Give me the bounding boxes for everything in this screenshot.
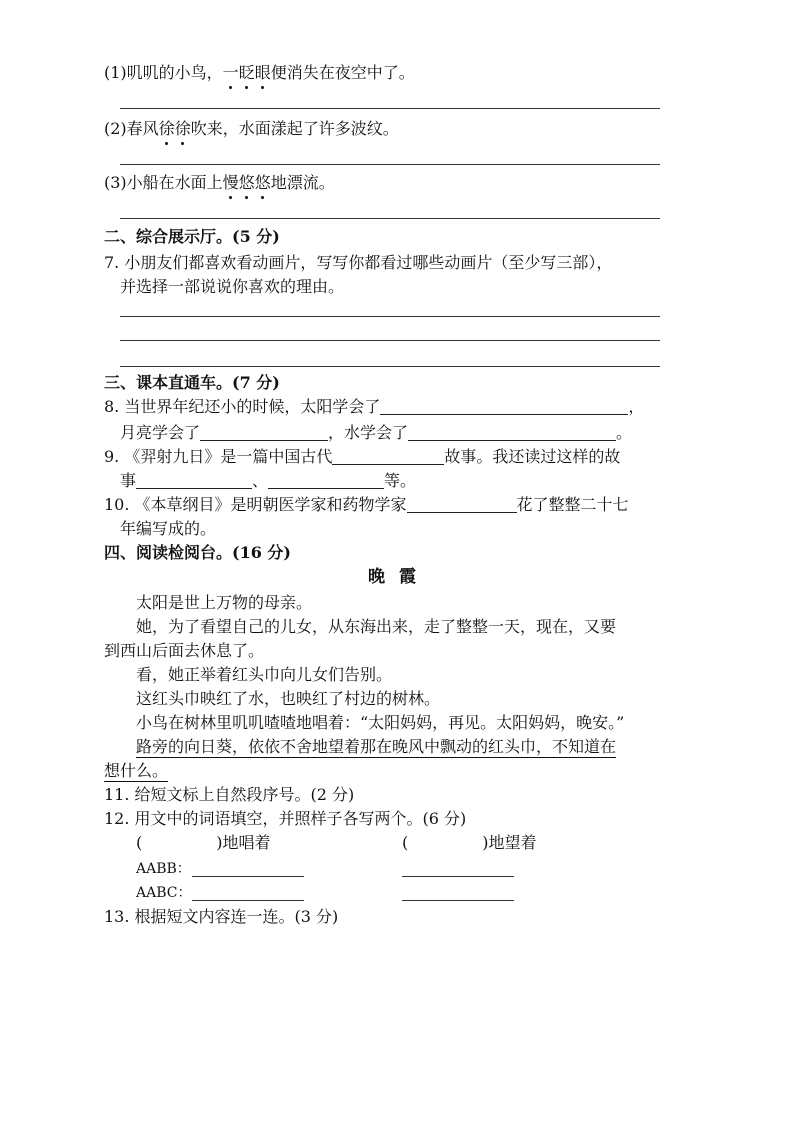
q6-s1-dotted-word bbox=[223, 63, 271, 82]
emphasis-dot-char: 眼 bbox=[254, 63, 271, 82]
q12-aabb-blank-2[interactable] bbox=[402, 876, 514, 877]
q9-line-1: 9. 《羿射九日》是一篇中国古代 故事。我还读过这样的故 bbox=[104, 447, 621, 466]
q6-answer-line-2[interactable] bbox=[120, 164, 660, 165]
q6-sentence-1: (1)叽叽的小鸟，一眨眼便消失在夜空中了。 bbox=[104, 63, 415, 82]
passage-paragraph-4: 这红头巾映红了水，也映红了村边的树林。 bbox=[136, 689, 441, 708]
section-4-heading: 四、阅读检阅台。(16 分) bbox=[104, 543, 291, 562]
q8-line-1: 8. 当世界年纪还小的时候，太阳学会了 ， bbox=[104, 397, 645, 416]
q7-answer-line-1[interactable] bbox=[120, 316, 660, 317]
emphasis-dot-char: 眨 bbox=[238, 63, 255, 82]
q12-fill-right: ( )地望着 bbox=[402, 833, 537, 852]
section-3-heading: 三、课本直通车。(7 分) bbox=[104, 373, 280, 392]
q9-blank-genre[interactable] bbox=[332, 448, 444, 465]
q6-sentence-3: (3)小船在水面上慢悠悠地漂流。 bbox=[104, 173, 335, 192]
q8-line-2: 月亮学会了 ，水学会了 。 bbox=[120, 423, 633, 442]
q6-sentence-2: (2)春风徐徐吹来，水面漾起了许多波纹。 bbox=[104, 119, 399, 138]
q7-line-2: 并选择一部说说你喜欢的理由。 bbox=[120, 277, 345, 296]
passage-paragraph-6-line-1: 路旁的向日葵，依依不舍地望着那在晚风中飘动的红头巾，不知道在 bbox=[136, 737, 617, 756]
q9-blank-story-2[interactable] bbox=[268, 472, 384, 489]
q12-aabb-label: AABB： bbox=[136, 861, 191, 877]
passage-paragraph-2-line-1: 她，为了看望自己的儿女，从东海出来，走了整整一天，现在，又要 bbox=[136, 617, 617, 636]
emphasis-dot-char: 徐 bbox=[174, 119, 191, 138]
q12-text: 12. 用文中的词语填空，并照样子各写两个。(6 分) bbox=[104, 809, 467, 828]
q13-text: 13. 根据短文内容连一连。(3 分) bbox=[104, 907, 339, 926]
q8-blank-moon[interactable] bbox=[200, 424, 328, 441]
q6-answer-line-1[interactable] bbox=[120, 108, 660, 109]
emphasis-dot-char: 悠 bbox=[238, 173, 255, 192]
q6-s2-dotted-word bbox=[159, 119, 191, 138]
passage-title: 晚霞 bbox=[368, 567, 430, 587]
q8-blank-water[interactable] bbox=[408, 424, 616, 441]
q10-line-1: 10. 《本草纲目》是明朝医学家和药物学家 花了整整二十七 bbox=[104, 495, 629, 514]
passage-paragraph-1: 太阳是世上万物的母亲。 bbox=[136, 593, 313, 612]
emphasis-dot-char: 慢 bbox=[222, 173, 239, 192]
passage-paragraph-2-line-2: 到西山后面去休息了。 bbox=[104, 641, 265, 660]
q12-aabb-blank-1[interactable] bbox=[192, 876, 304, 877]
q10-line-2: 年编写成的。 bbox=[120, 519, 217, 538]
q7-answer-line-3[interactable] bbox=[120, 366, 660, 367]
q7-answer-line-2[interactable] bbox=[120, 340, 660, 341]
passage-paragraph-6-line-2: 想什么。 bbox=[104, 761, 169, 780]
q7-line-1: 7. 小朋友们都喜欢看动画片，写写你都看过哪些动画片（至少写三部）， bbox=[104, 253, 613, 272]
q9-blank-story-1[interactable] bbox=[136, 472, 252, 489]
q6-answer-line-3[interactable] bbox=[120, 218, 660, 219]
passage-paragraph-3: 看，她正举着红头巾向儿女们告别。 bbox=[136, 665, 393, 684]
q12-fill-left: ( )地唱着 bbox=[136, 833, 271, 852]
q9-line-2: 事 、 等。 bbox=[120, 471, 417, 490]
q12-aabc-blank-2[interactable] bbox=[402, 900, 514, 901]
q11-text: 11. 给短文标上自然段序号。(2 分) bbox=[104, 785, 355, 804]
emphasis-dot-char: 一 bbox=[222, 63, 239, 82]
q6-s3-dotted-word bbox=[223, 173, 271, 192]
passage-paragraph-5: 小鸟在树林里叽叽喳喳地唱着：“太阳妈妈，再见。太阳妈妈，晚安。” bbox=[136, 713, 625, 732]
q8-blank-sun[interactable] bbox=[380, 398, 628, 415]
emphasis-dot-char: 悠 bbox=[254, 173, 271, 192]
section-2-heading: 二、综合展示厅。(5 分) bbox=[104, 227, 280, 246]
emphasis-dot-char: 徐 bbox=[158, 119, 175, 138]
q12-aabc-label: AABC： bbox=[136, 885, 192, 901]
q10-blank-author[interactable] bbox=[407, 496, 517, 513]
q12-aabc-blank-1[interactable] bbox=[192, 900, 304, 901]
